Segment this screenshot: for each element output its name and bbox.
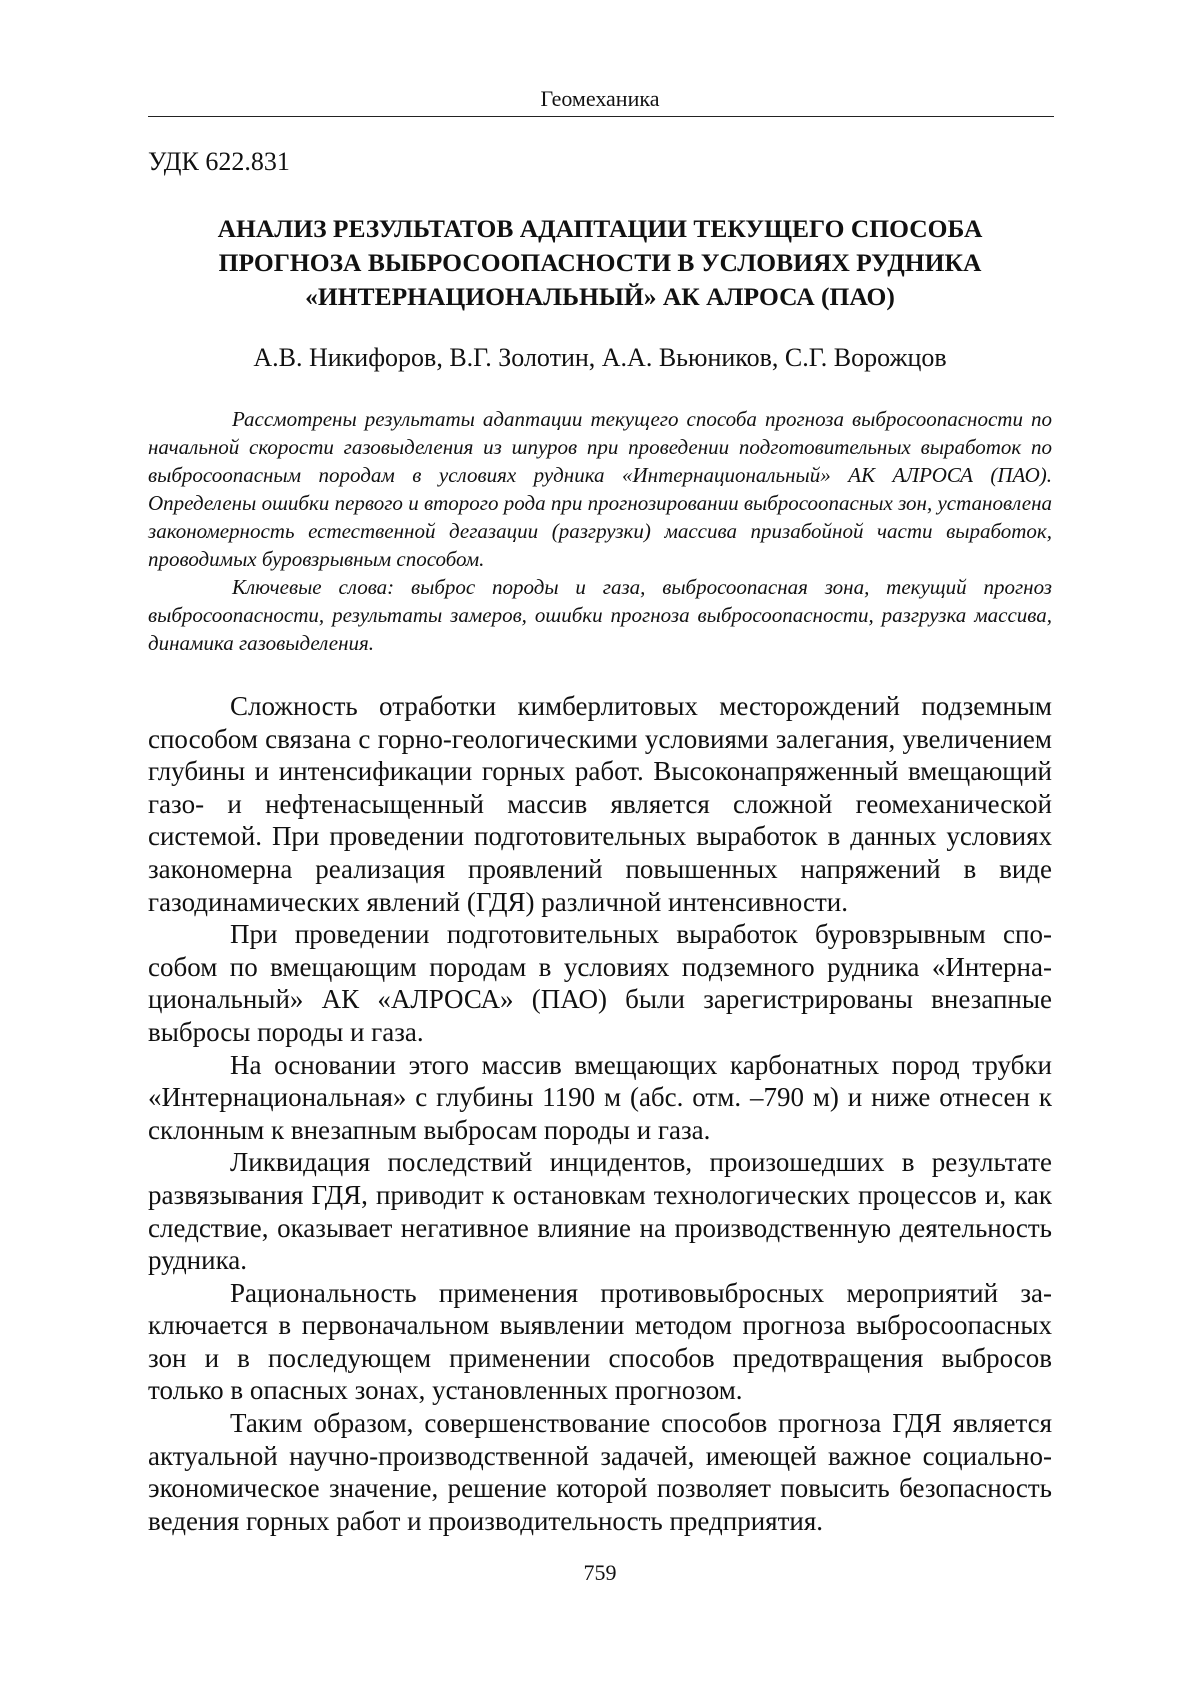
body-paragraph: Сложность отработки кимберлитовых месторождений подземным способом связана с горно-геологическими условиями залегания, увеличением глубины и интенсификации горных работ. Высоконапряженный вмещающий газо- и нефтенасыщенный массив является сложной геомеханической системой. При проведении подготовительных выработок в данных условиях закономерна реализация проявлений повышенных напряжений в виде газодинамических явлений (ГДЯ) различной интенсивности.	[148, 691, 1052, 917]
keywords: Ключевые слова: выброс породы и газа, выбросоопасная зона, текущий прогноз выбросоопасности, результаты замеров, ошибки прогноза выбросоопасности, разгрузка массива, динамика газовыделения.	[148, 575, 1052, 655]
udk-code: УДК 622.831	[148, 147, 290, 176]
title-line: «ИНТЕРНАЦИОНАЛЬНЫЙ» АК АЛРОСА (ПАО)	[305, 282, 895, 311]
page-number: 759	[583, 1560, 617, 1585]
body-paragraph: При проведении подготовительных выработок буровзрывным способом по вмещающим породам в условиях подземного рудника «Интернациональный» АК «АЛРОСА» (ПАО) были зарегистрированы внезапные выбросы породы и газа.	[148, 919, 1052, 1047]
abstract	[148, 405, 1052, 657]
abstract-text: Рассмотрены результаты адаптации текущего способа прогноза выбросоопасности по начальной скорости газовыделения из шпуров при проведении подготовительных выработок по выбросоопасным породам в условиях рудника «Интернациональный» АК АЛРОСА (ПАО). Определены ошибки первого и второго рода при прогнозировании выбросоопасных зон, установлена закономерность естественной дегазации (разгрузки) массива призабойной части выработок, проводимых буровзрывным способом.	[148, 407, 1052, 571]
title-line: ПРОГНОЗА ВЫБРОСООПАСНОСТИ В УСЛОВИЯХ РУДНИКА	[218, 248, 982, 277]
article-title	[148, 212, 1052, 314]
running-header: Геомеханика	[540, 86, 660, 111]
article-body	[148, 690, 1052, 1537]
body-paragraph: Ликвидация последствий инцидентов, произошедших в результате развязывания ГДЯ, приводит к остановкам технологических процессов и, как следствие, оказывает негативное влияние на производственную деятельность рудника.	[148, 1147, 1052, 1276]
authors: А.В. Никифоров, В.Г. Золотин, А.А. Вьюников, С.Г. Ворожцов	[253, 343, 947, 372]
body-paragraph: Таким образом, совершенствование способов прогноза ГДЯ является актуальной научно-производственной задачей, имеющей важное социально-экономическое значение, решение которой позволяет повысить безопасность ведения горных работ и производительность предприятия.	[148, 1408, 1052, 1536]
title-line: АНАЛИЗ РЕЗУЛЬТАТОВ АДАПТАЦИИ ТЕКУЩЕГО СПОСОБА	[217, 214, 983, 243]
body-paragraph: Рациональность применения противовыбросных мероприятий заключается в первоначальном выявлении методом прогноза выбросоопасных зон и в последующем применении способов предотвращения выбросов только в опасных зонах, установленных прогнозом.	[148, 1277, 1052, 1406]
body-paragraph: На основании этого массив вмещающих карбонатных пород трубки «Интернациональная» с глубины 1190 м (абс. отм. –790 м) и ниже отнесен к склонным к внезапным выбросам породы и газа.	[148, 1049, 1052, 1145]
header-rule	[148, 116, 1054, 117]
